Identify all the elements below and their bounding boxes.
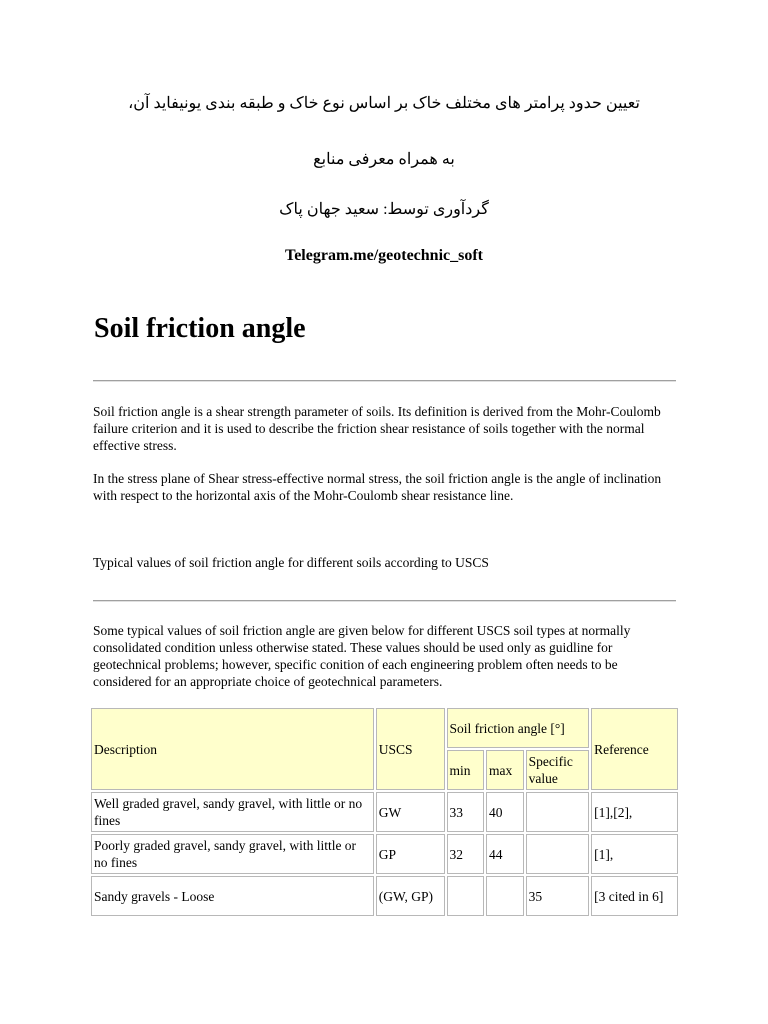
cell-description: Sandy gravels - Loose bbox=[91, 876, 374, 916]
header-reference: Reference bbox=[591, 708, 678, 790]
header-max: max bbox=[486, 750, 524, 790]
cell-uscs: (GW, GP) bbox=[376, 876, 445, 916]
table-row bbox=[91, 792, 678, 832]
cell-specific bbox=[526, 792, 589, 832]
table-row bbox=[91, 876, 678, 916]
divider bbox=[93, 380, 676, 382]
stress-plane-paragraph: In the stress plane of Shear stress-effective normal stress, the soil friction angle is the angle of inclination with respect to the horizontal axis of the Mohr-Coulomb shear resistance line. bbox=[93, 471, 662, 503]
header-friction-angle: Soil friction angle [°] bbox=[447, 708, 590, 748]
cell-max bbox=[486, 876, 524, 916]
cell-description: Well graded gravel, sandy gravel, with little or no fines bbox=[91, 792, 374, 832]
cell-min bbox=[447, 876, 485, 916]
table-header-row bbox=[91, 708, 678, 748]
header-uscs: USCS bbox=[376, 708, 445, 790]
cell-max: 40 bbox=[486, 792, 524, 832]
cell-reference: [1], bbox=[591, 834, 678, 874]
section-heading: Typical values of soil friction angle for different soils according to USCS bbox=[93, 555, 489, 570]
telegram-link[interactable]: Telegram.me/geotechnic_soft bbox=[284, 247, 483, 264]
cell-specific bbox=[526, 834, 589, 874]
cell-uscs: GW bbox=[376, 792, 445, 832]
cell-description: Poorly graded gravel, sandy gravel, with little or no fines bbox=[91, 834, 374, 874]
cell-min: 32 bbox=[447, 834, 485, 874]
table-row bbox=[91, 834, 678, 874]
cell-reference: [1],[2], bbox=[591, 792, 678, 832]
cell-max: 44 bbox=[486, 834, 524, 874]
farsi-title: تعیین حدود پرامتر های مختلف خاک بر اساس نوع خاک و طبقه بندی یونیفاید آن، bbox=[128, 95, 640, 112]
header-min: min bbox=[447, 750, 485, 790]
typical-values-paragraph: Some typical values of soil friction angle are given below for different USCS soil types at normally consolidated condition unless otherwise stated. These values should be used only as guidline for geotechnical problems; however, specific conition of each engineering problem often needs to be considered for an appropriate choice of geotechnical parameters. bbox=[93, 623, 631, 689]
farsi-author-line: گردآوری توسط: سعید جهان پاک bbox=[279, 201, 489, 218]
intro-paragraph: Soil friction angle is a shear strength parameter of soils. Its definition is derived from the Mohr-Coulomb failure criterion and it is used to describe the friction shear resistance of soils together with the normal effective stress. bbox=[93, 404, 661, 453]
cell-specific: 35 bbox=[526, 876, 589, 916]
page-title: Soil friction angle bbox=[94, 313, 306, 344]
header-specific: Specific value bbox=[526, 750, 589, 790]
cell-uscs: GP bbox=[376, 834, 445, 874]
cell-reference: [3 cited in 6] bbox=[591, 876, 678, 916]
header-description: Description bbox=[91, 708, 374, 790]
farsi-subtitle: به همراه معرفی منابع bbox=[313, 151, 455, 168]
friction-angle-table bbox=[89, 706, 680, 918]
cell-min: 33 bbox=[447, 792, 485, 832]
divider bbox=[93, 600, 676, 602]
